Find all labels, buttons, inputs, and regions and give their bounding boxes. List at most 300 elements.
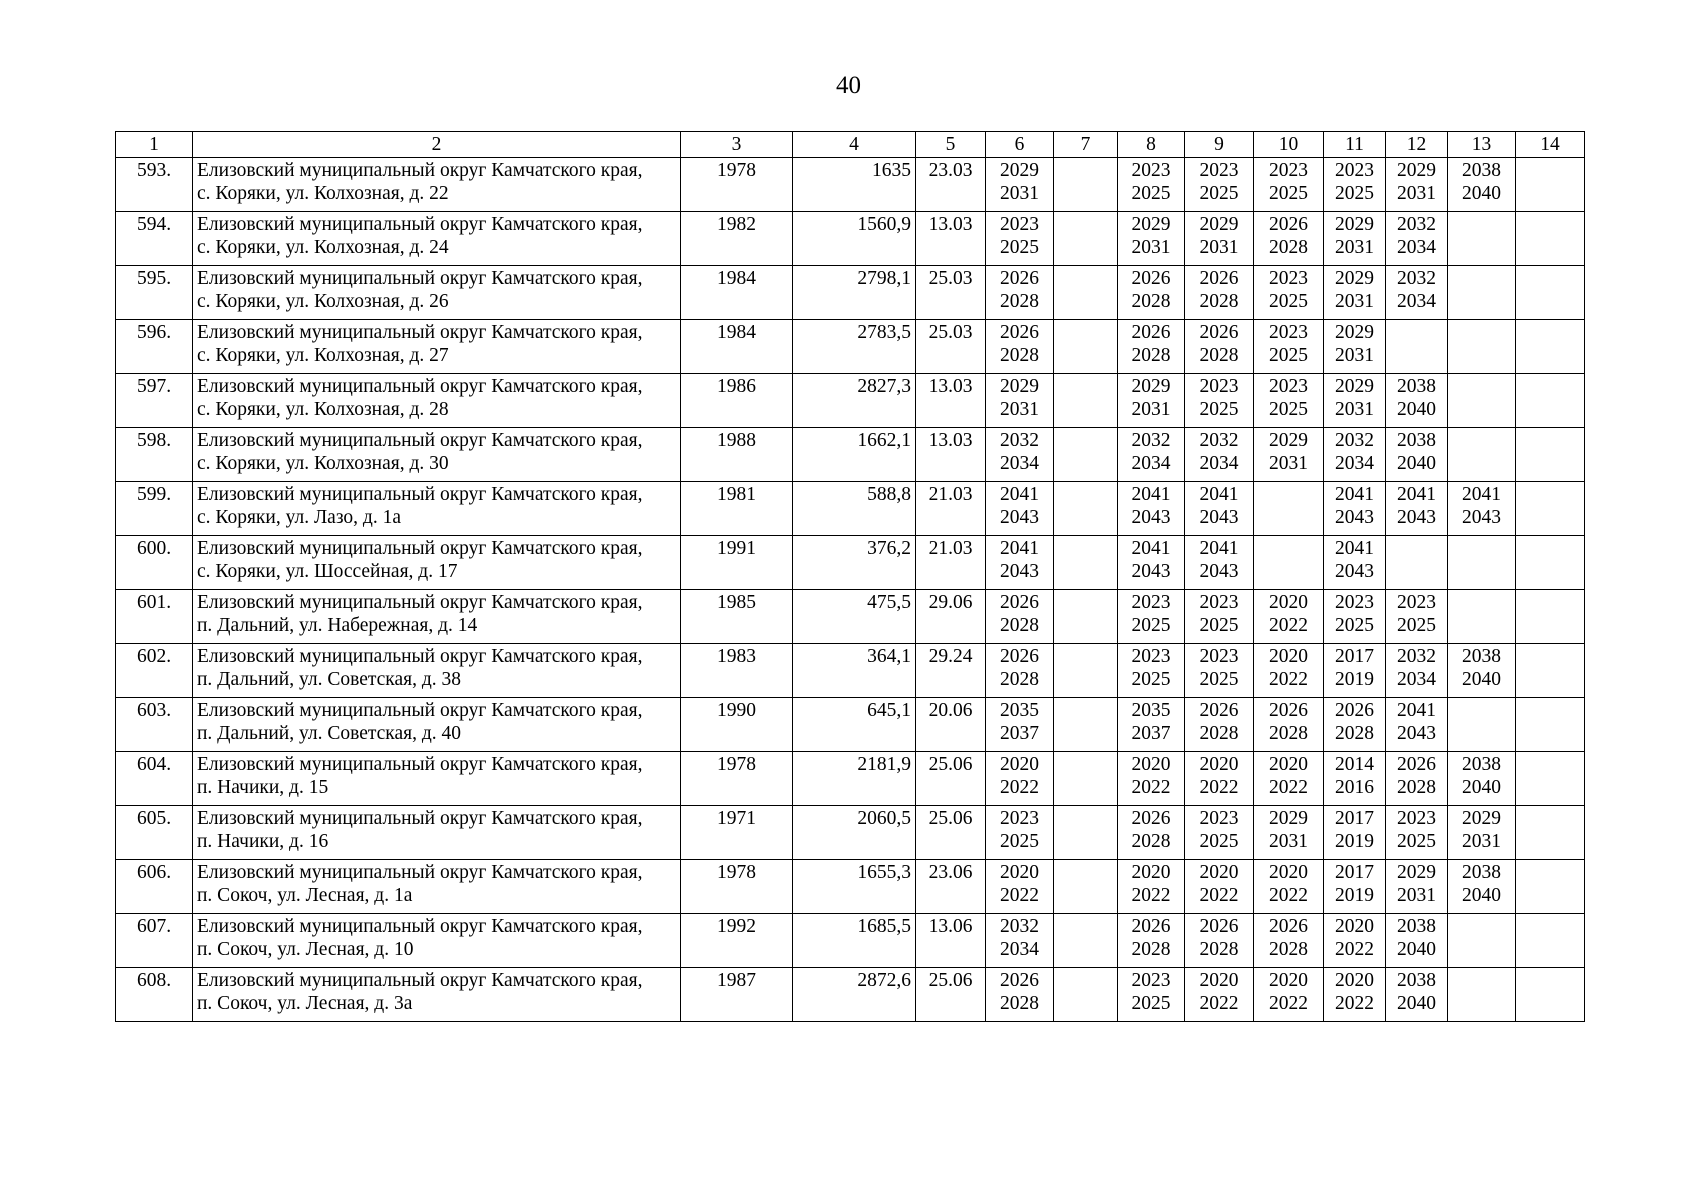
code-cell: 23.06	[916, 860, 986, 914]
cell-line: 2023	[1131, 646, 1171, 667]
cell-line: 2023	[1397, 808, 1436, 829]
area-cell: 2872,6	[793, 968, 916, 1022]
code-cell: 29.06	[916, 590, 986, 644]
period-cell-c11	[1324, 266, 1386, 320]
period-cell-c11	[1324, 644, 1386, 698]
cell-line: 2028	[1000, 291, 1039, 312]
period-cell-c7	[1054, 212, 1118, 266]
code-cell: 21.03	[916, 482, 986, 536]
code-cell: 20.06	[916, 698, 986, 752]
cell-line: 2023	[1199, 808, 1239, 829]
cell-line: 2038	[1397, 970, 1436, 991]
cell-line: 2043	[1397, 507, 1436, 528]
period-cell-c13	[1448, 374, 1516, 428]
period-cell-c6	[986, 158, 1054, 212]
cell-line: 2031	[1131, 237, 1171, 258]
cell-line: 2028	[1131, 291, 1171, 312]
cell-line: 2025	[1199, 615, 1239, 636]
area-cell: 2783,5	[793, 320, 916, 374]
cell-line: 2040	[1462, 885, 1501, 906]
area-cell: 1635	[793, 158, 916, 212]
period-cell-c13	[1448, 698, 1516, 752]
cell-line: 2023	[1335, 592, 1374, 613]
cell-line: 2026	[1131, 808, 1171, 829]
cell-line: 2028	[1000, 669, 1039, 690]
cell-line: 2028	[1199, 345, 1239, 366]
cell-line: 2031	[1335, 291, 1374, 312]
period-cell-c13	[1448, 482, 1516, 536]
cell-line: 2022	[1269, 669, 1308, 690]
period-cell-c11	[1324, 806, 1386, 860]
cell-line: Елизовский муниципальный округ Камчатского края,	[197, 592, 643, 613]
period-cell-c13	[1448, 644, 1516, 698]
cell-line: 2041	[1335, 484, 1374, 505]
cell-line: 2043	[1000, 561, 1039, 582]
row-number-cell: 597.	[116, 374, 193, 428]
table-row	[116, 374, 1585, 428]
cell-line: 2022	[1131, 777, 1171, 798]
period-cell-c6	[986, 860, 1054, 914]
cell-line: 2029	[1131, 214, 1171, 235]
cell-line: 2025	[1269, 345, 1308, 366]
period-cell-c9	[1185, 320, 1254, 374]
cell-line: 2026	[1269, 214, 1308, 235]
address-cell	[193, 428, 681, 482]
period-cell-c7	[1054, 644, 1118, 698]
period-cell-c8	[1118, 428, 1185, 482]
cell-line: 2020	[1199, 862, 1239, 883]
period-cell-c9	[1185, 806, 1254, 860]
year-built-cell: 1987	[681, 968, 793, 1022]
area-cell: 475,5	[793, 590, 916, 644]
cell-line: 2028	[1000, 345, 1039, 366]
period-cell-c13	[1448, 752, 1516, 806]
cell-line: 2031	[1397, 885, 1436, 906]
cell-line: 2041	[1131, 538, 1171, 559]
column-header: 4	[793, 132, 916, 158]
period-cell-c9	[1185, 914, 1254, 968]
address-cell	[193, 590, 681, 644]
cell-line: 2032	[1000, 916, 1039, 937]
cell-line: Елизовский муниципальный округ Камчатского края,	[197, 160, 643, 181]
cell-line: 2023	[1131, 160, 1171, 181]
cell-line: 2022	[1000, 777, 1039, 798]
cell-line: 2031	[1462, 831, 1501, 852]
cell-line: 2019	[1335, 831, 1374, 852]
cell-line: 2041	[1397, 484, 1436, 505]
period-cell-c12	[1386, 158, 1448, 212]
period-cell-c6	[986, 320, 1054, 374]
period-cell-c7	[1054, 374, 1118, 428]
period-cell-c11	[1324, 698, 1386, 752]
cell-line: 2017	[1335, 646, 1374, 667]
cell-line: 2040	[1397, 939, 1436, 960]
period-cell-c10	[1254, 752, 1324, 806]
table-body	[116, 158, 1585, 1022]
cell-line: с. Коряки, ул. Лазо, д. 1а	[197, 507, 401, 528]
cell-line: Елизовский муниципальный округ Камчатского края,	[197, 754, 643, 775]
cell-line: 2041	[1131, 484, 1171, 505]
area-cell: 645,1	[793, 698, 916, 752]
cell-line: п. Дальний, ул. Советская, д. 40	[197, 723, 462, 744]
cell-line: 2022	[1269, 777, 1308, 798]
cell-line: п. Начики, д. 16	[197, 831, 329, 852]
row-number-cell: 600.	[116, 536, 193, 590]
cell-line: 2020	[1335, 916, 1374, 937]
cell-line: 2020	[1269, 970, 1308, 991]
row-number-cell: 608.	[116, 968, 193, 1022]
period-cell-c8	[1118, 914, 1185, 968]
cell-line: 2038	[1397, 430, 1436, 451]
period-cell-c8	[1118, 482, 1185, 536]
area-cell: 1560,9	[793, 212, 916, 266]
cell-line: 2029	[1397, 160, 1436, 181]
cell-line: 2028	[1269, 939, 1308, 960]
column-header: 14	[1516, 132, 1585, 158]
cell-line: 2026	[1335, 700, 1374, 721]
cell-line: 2017	[1335, 808, 1374, 829]
period-cell-c11	[1324, 320, 1386, 374]
cell-line: 2028	[1335, 723, 1374, 744]
cell-line: 2026	[1199, 322, 1239, 343]
cell-line: 2031	[1269, 831, 1308, 852]
cell-line: 2034	[1199, 453, 1239, 474]
period-cell-c9	[1185, 590, 1254, 644]
period-cell-c14	[1516, 266, 1585, 320]
cell-line: 2025	[1269, 183, 1308, 204]
period-cell-c6	[986, 428, 1054, 482]
table-row	[116, 914, 1585, 968]
period-cell-c7	[1054, 914, 1118, 968]
cell-line: 2022	[1199, 777, 1239, 798]
area-cell: 2798,1	[793, 266, 916, 320]
period-cell-c10	[1254, 320, 1324, 374]
cell-line: 2034	[1397, 237, 1436, 258]
period-cell-c12	[1386, 806, 1448, 860]
cell-line: 2038	[1397, 376, 1436, 397]
year-built-cell: 1978	[681, 752, 793, 806]
cell-line: 2043	[1199, 507, 1239, 528]
period-cell-c10	[1254, 860, 1324, 914]
area-cell: 2060,5	[793, 806, 916, 860]
cell-line: 2026	[1397, 754, 1436, 775]
period-cell-c11	[1324, 860, 1386, 914]
area-cell: 1662,1	[793, 428, 916, 482]
cell-line: 2032	[1199, 430, 1239, 451]
cell-line: 2028	[1269, 237, 1308, 258]
cell-line: 2026	[1131, 322, 1171, 343]
cell-line: 2029	[1000, 160, 1039, 181]
period-cell-c9	[1185, 644, 1254, 698]
period-cell-c14	[1516, 428, 1585, 482]
code-cell: 23.03	[916, 158, 986, 212]
year-built-cell: 1981	[681, 482, 793, 536]
period-cell-c12	[1386, 968, 1448, 1022]
cell-line: 2035	[1131, 700, 1171, 721]
cell-line: 2022	[1335, 939, 1374, 960]
cell-line: 2028	[1000, 993, 1039, 1014]
period-cell-c14	[1516, 914, 1585, 968]
cell-line: 2040	[1462, 183, 1501, 204]
row-number-cell: 601.	[116, 590, 193, 644]
table-row	[116, 158, 1585, 212]
period-cell-c10	[1254, 968, 1324, 1022]
cell-line: 2025	[1131, 183, 1171, 204]
cell-line: 2025	[1269, 399, 1308, 420]
period-cell-c13	[1448, 914, 1516, 968]
period-cell-c8	[1118, 968, 1185, 1022]
row-number-cell: 598.	[116, 428, 193, 482]
cell-line: 2028	[1199, 939, 1239, 960]
column-header: 7	[1054, 132, 1118, 158]
cell-line: 2020	[1199, 970, 1239, 991]
cell-line: 2020	[1131, 862, 1171, 883]
cell-line: 2040	[1462, 777, 1501, 798]
period-cell-c14	[1516, 482, 1585, 536]
cell-line: Елизовский муниципальный округ Камчатского края,	[197, 376, 643, 397]
cell-line: Елизовский муниципальный округ Камчатского края,	[197, 970, 643, 991]
period-cell-c10	[1254, 428, 1324, 482]
table-row	[116, 968, 1585, 1022]
period-cell-c9	[1185, 536, 1254, 590]
year-built-cell: 1984	[681, 266, 793, 320]
code-cell: 21.03	[916, 536, 986, 590]
cell-line: 2026	[1131, 916, 1171, 937]
cell-line: 2041	[1199, 538, 1239, 559]
cell-line: 2038	[1462, 160, 1501, 181]
address-cell	[193, 806, 681, 860]
cell-line: 2026	[1000, 322, 1039, 343]
period-cell-c9	[1185, 158, 1254, 212]
cell-line: 2022	[1269, 615, 1308, 636]
cell-line: 2028	[1397, 777, 1436, 798]
cell-line: 2020	[1269, 754, 1308, 775]
year-built-cell: 1983	[681, 644, 793, 698]
column-header: 9	[1185, 132, 1254, 158]
period-cell-c6	[986, 212, 1054, 266]
cell-line: 2041	[1000, 538, 1039, 559]
cell-line: с. Коряки, ул. Колхозная, д. 24	[197, 237, 449, 258]
cell-line: Елизовский муниципальный округ Камчатского края,	[197, 322, 643, 343]
address-cell	[193, 266, 681, 320]
cell-line: 2023	[1269, 376, 1308, 397]
cell-line: 2031	[1335, 399, 1374, 420]
cell-line: 2026	[1000, 592, 1039, 613]
cell-line: 2026	[1269, 700, 1308, 721]
cell-line: 2038	[1462, 754, 1501, 775]
cell-line: 2022	[1199, 993, 1239, 1014]
area-cell: 588,8	[793, 482, 916, 536]
address-cell	[193, 752, 681, 806]
cell-line: п. Сокоч, ул. Лесная, д. 1а	[197, 885, 413, 906]
cell-line: 2029	[1335, 268, 1374, 289]
year-built-cell: 1978	[681, 860, 793, 914]
column-header: 2	[193, 132, 681, 158]
period-cell-c13	[1448, 266, 1516, 320]
cell-line: 2023	[1335, 160, 1374, 181]
address-cell	[193, 374, 681, 428]
period-cell-c7	[1054, 266, 1118, 320]
cell-line: 2031	[1199, 237, 1239, 258]
period-cell-c13	[1448, 428, 1516, 482]
cell-line: 2028	[1199, 723, 1239, 744]
cell-line: 2032	[1335, 430, 1374, 451]
period-cell-c8	[1118, 752, 1185, 806]
period-cell-c10	[1254, 266, 1324, 320]
period-cell-c14	[1516, 374, 1585, 428]
column-header: 11	[1324, 132, 1386, 158]
period-cell-c10	[1254, 482, 1324, 536]
cell-line: 2017	[1335, 862, 1374, 883]
cell-line: 2031	[1335, 345, 1374, 366]
period-cell-c7	[1054, 860, 1118, 914]
cell-line: 2023	[1199, 646, 1239, 667]
period-cell-c10	[1254, 914, 1324, 968]
period-cell-c7	[1054, 320, 1118, 374]
period-cell-c8	[1118, 158, 1185, 212]
capital-repair-schedule-table	[115, 131, 1585, 1022]
table-row	[116, 698, 1585, 752]
period-cell-c10	[1254, 536, 1324, 590]
cell-line: 2029	[1335, 376, 1374, 397]
period-cell-c7	[1054, 698, 1118, 752]
code-cell: 25.06	[916, 806, 986, 860]
period-cell-c13	[1448, 158, 1516, 212]
cell-line: 2043	[1131, 507, 1171, 528]
cell-line: 2041	[1335, 538, 1374, 559]
code-cell: 29.24	[916, 644, 986, 698]
period-cell-c12	[1386, 320, 1448, 374]
code-cell: 13.06	[916, 914, 986, 968]
cell-line: 2028	[1131, 345, 1171, 366]
table-row	[116, 428, 1585, 482]
period-cell-c6	[986, 536, 1054, 590]
cell-line: 2020	[1269, 592, 1308, 613]
year-built-cell: 1990	[681, 698, 793, 752]
period-cell-c7	[1054, 482, 1118, 536]
cell-line: 2023	[1199, 160, 1239, 181]
cell-line: с. Коряки, ул. Колхозная, д. 27	[197, 345, 449, 366]
table-row	[116, 212, 1585, 266]
cell-line: 2025	[1397, 615, 1436, 636]
cell-line: 2022	[1000, 885, 1039, 906]
cell-line: 2025	[1000, 831, 1039, 852]
cell-line: Елизовский муниципальный округ Камчатского края,	[197, 862, 643, 883]
period-cell-c9	[1185, 752, 1254, 806]
column-header: 1	[116, 132, 193, 158]
cell-line: 2034	[1131, 453, 1171, 474]
year-built-cell: 1988	[681, 428, 793, 482]
period-cell-c7	[1054, 536, 1118, 590]
cell-line: 2026	[1000, 646, 1039, 667]
period-cell-c13	[1448, 806, 1516, 860]
period-cell-c6	[986, 266, 1054, 320]
period-cell-c8	[1118, 536, 1185, 590]
cell-line: 2022	[1199, 885, 1239, 906]
period-cell-c8	[1118, 374, 1185, 428]
address-cell	[193, 536, 681, 590]
cell-line: 2020	[1269, 862, 1308, 883]
year-built-cell: 1986	[681, 374, 793, 428]
period-cell-c14	[1516, 590, 1585, 644]
period-cell-c7	[1054, 158, 1118, 212]
period-cell-c14	[1516, 320, 1585, 374]
address-cell	[193, 644, 681, 698]
period-cell-c8	[1118, 266, 1185, 320]
period-cell-c7	[1054, 752, 1118, 806]
area-cell: 364,1	[793, 644, 916, 698]
cell-line: 2040	[1397, 993, 1436, 1014]
cell-line: 2020	[1131, 754, 1171, 775]
table-row	[116, 320, 1585, 374]
period-cell-c10	[1254, 212, 1324, 266]
cell-line: 2038	[1462, 862, 1501, 883]
cell-line: 2026	[1000, 268, 1039, 289]
cell-line: 2025	[1335, 183, 1374, 204]
address-cell	[193, 212, 681, 266]
cell-line: 2028	[1000, 615, 1039, 636]
cell-line: 2020	[1199, 754, 1239, 775]
period-cell-c14	[1516, 536, 1585, 590]
column-header: 3	[681, 132, 793, 158]
cell-line: 2022	[1269, 885, 1308, 906]
year-built-cell: 1978	[681, 158, 793, 212]
address-cell	[193, 968, 681, 1022]
period-cell-c6	[986, 698, 1054, 752]
area-cell: 2181,9	[793, 752, 916, 806]
table-row	[116, 752, 1585, 806]
cell-line: 2032	[1397, 268, 1436, 289]
cell-line: 2025	[1269, 291, 1308, 312]
period-cell-c11	[1324, 374, 1386, 428]
cell-line: 2043	[1462, 507, 1501, 528]
cell-line: 2043	[1199, 561, 1239, 582]
code-cell: 25.06	[916, 968, 986, 1022]
cell-line: 2025	[1131, 993, 1171, 1014]
cell-line: 2025	[1199, 669, 1239, 690]
year-built-cell: 1971	[681, 806, 793, 860]
address-cell	[193, 914, 681, 968]
cell-line: 2025	[1000, 237, 1039, 258]
period-cell-c8	[1118, 698, 1185, 752]
cell-line: 2032	[1397, 646, 1436, 667]
cell-line: 2031	[1000, 183, 1039, 204]
cell-line: 2041	[1397, 700, 1436, 721]
period-cell-c6	[986, 374, 1054, 428]
period-cell-c9	[1185, 428, 1254, 482]
period-cell-c12	[1386, 698, 1448, 752]
period-cell-c12	[1386, 752, 1448, 806]
row-number-cell: 594.	[116, 212, 193, 266]
cell-line: 2026	[1199, 268, 1239, 289]
cell-line: 2026	[1131, 268, 1171, 289]
cell-line: 2041	[1199, 484, 1239, 505]
code-cell: 13.03	[916, 212, 986, 266]
cell-line: 2023	[1199, 592, 1239, 613]
cell-line: 2020	[1269, 646, 1308, 667]
period-cell-c10	[1254, 806, 1324, 860]
cell-line: 2043	[1397, 723, 1436, 744]
cell-line: 2023	[1269, 268, 1308, 289]
cell-line: 2025	[1131, 669, 1171, 690]
table-row	[116, 590, 1585, 644]
period-cell-c14	[1516, 158, 1585, 212]
period-cell-c10	[1254, 644, 1324, 698]
cell-line: 2023	[1131, 592, 1171, 613]
cell-line: п. Дальний, ул. Советская, д. 38	[197, 669, 462, 690]
column-header: 8	[1118, 132, 1185, 158]
row-number-cell: 599.	[116, 482, 193, 536]
